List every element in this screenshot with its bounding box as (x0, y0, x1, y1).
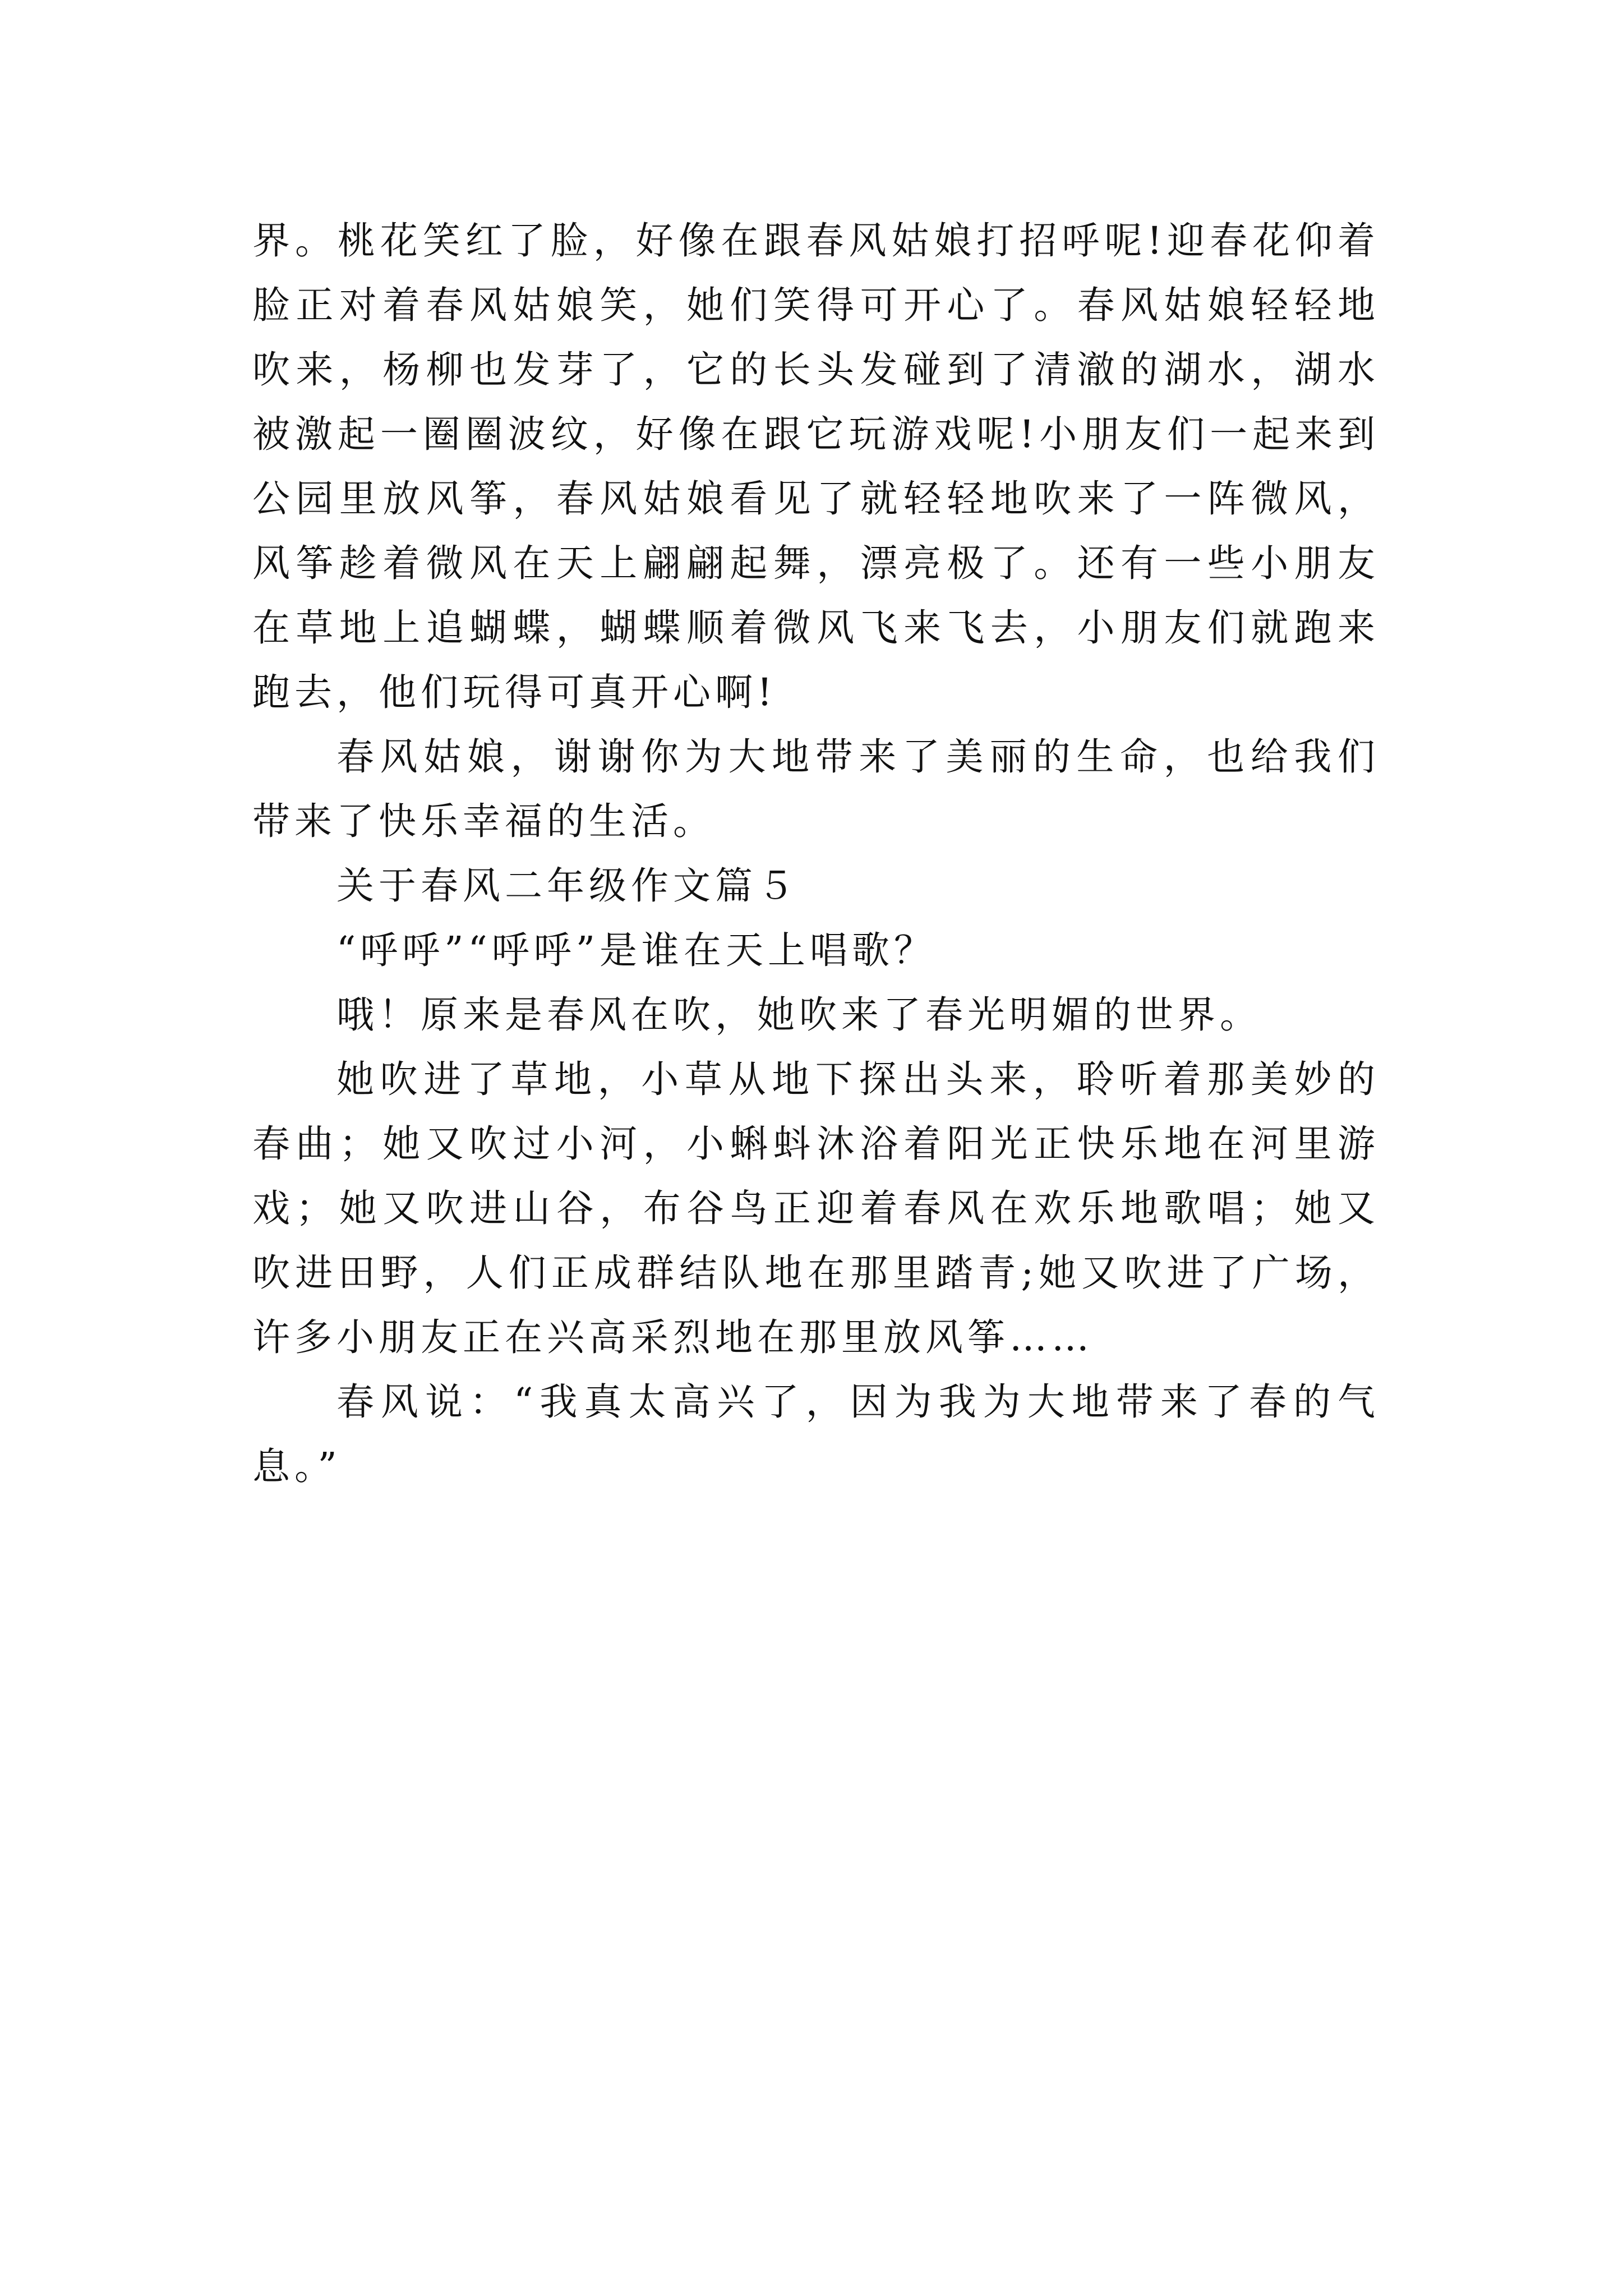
article-body (252, 209, 1380, 1499)
paragraph-question: “呼呼”“呼呼”是谁在天上唱歌？ (336, 928, 937, 972)
paragraph-continued-essay-4: 界。桃花笑红了脸，好像在跟春风姑娘打招呼呢!迎春花仰着脸正对着春风姑娘笑，她们笑得可开心了。春风姑娘轻轻地吹来，杨柳也发芽了，它的长头发碰到了清澈的湖水，湖水被激起一圈圈波纹，好像在跟它玩游戏呢!小朋友们一起来到公园里放风筝，春风姑娘看见了就轻轻地吹来了一阵微风，风筝趁着微风在天上翩翩起舞，漂亮极了。还有一些小朋友在草地上追蝴蝶，蝴蝶顺着微风飞来飞去，小朋友们就跑来跑去，他们玩得可真开心啊! (252, 219, 1380, 714)
paragraph-closing-essay-4: 春风姑娘，谢谢你为大地带来了美丽的生命，也给我们带来了快乐幸福的生活。 (252, 735, 1380, 843)
paragraph-wind-journey: 她吹进了草地，小草从地下探出头来，聆听着那美妙的春曲；她又吹过小河，小蝌蚪沐浴着阳光正快乐地在河里游戏；她又吹进山谷，布谷鸟正迎着春风在欢乐地歌唱；她又吹进田野，人们正成群结队地在那里踏青;她又吹进了广场，许多小朋友正在兴高采烈地在那里放风筝…… (252, 1057, 1380, 1359)
paragraph-spring-wind-says: 春风说：“我真太高兴了，因为我为大地带来了春的气息。” (252, 1380, 1380, 1488)
paragraph-answer: 哦！原来是春风在吹，她吹来了春光明媚的世界。 (336, 993, 1262, 1037)
essay-5-heading: 关于春风二年级作文篇５ (336, 864, 799, 908)
